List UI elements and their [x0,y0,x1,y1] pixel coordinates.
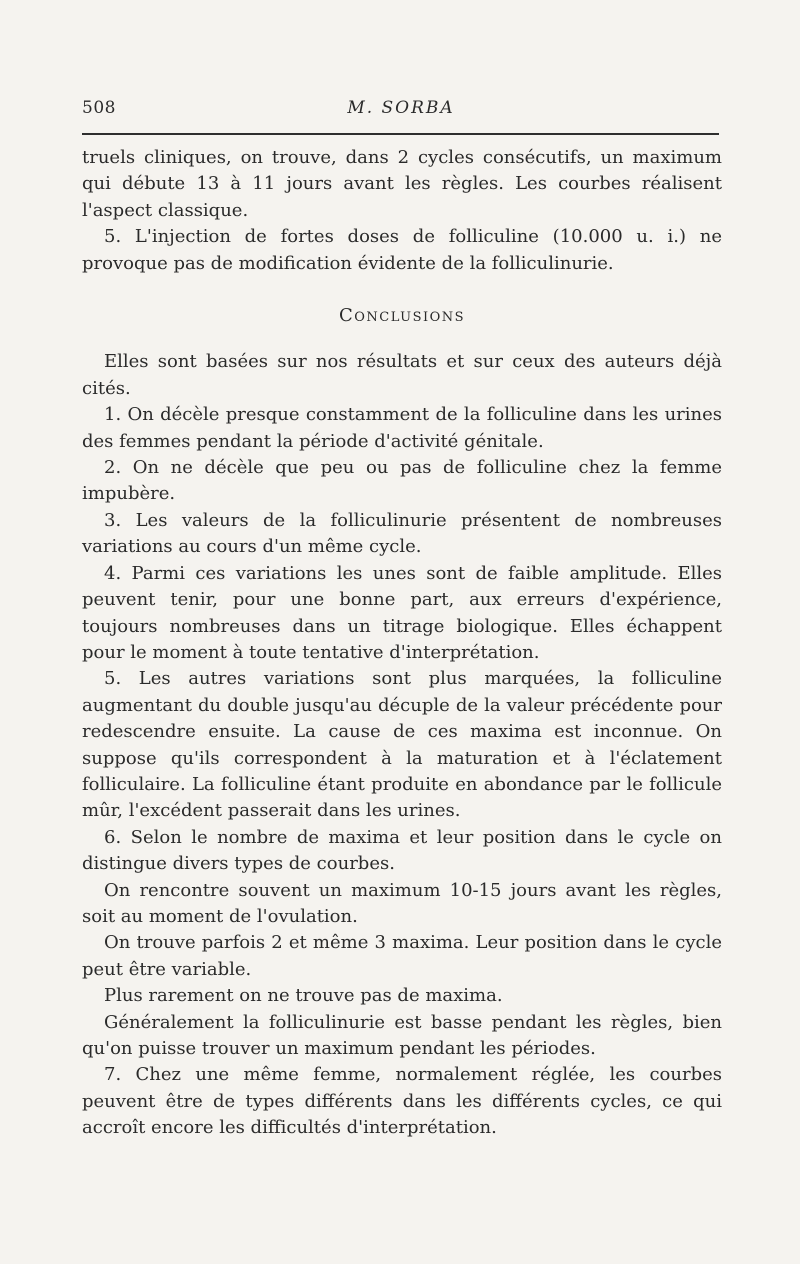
body-text [82,145,722,1142]
page-number: 508 [82,98,116,118]
section-heading: Conclusions [338,305,466,327]
paragraph-item-5: 5. L'injection de fortes doses de folliculine (10.000 u. i.) ne provoque pas de modification évidente de la folliculinurie. [82,226,722,274]
paragraph-conclusion-6c: Plus rarement on ne trouve pas de maxima. [104,985,503,1007]
paragraph-conclusions-intro: Elles sont basées sur nos résultats et sur ceux des auteurs déjà cités. [82,351,722,399]
paragraph-conclusion-7: 7. Chez une même femme, normalement réglée, les courbes peuvent être de types différents dans les différents cycles, ce qui accroît encore les difficultés d'interprétation. [82,1064,722,1139]
paragraph-conclusion-1: 1. On décèle presque constamment de la folliculine dans les urines des femmes pendant la période d'activité génitale. [82,404,722,452]
paragraph-conclusion-3: 3. Les valeurs de la folliculinurie présentent de nombreuses variations au cours d'un même cycle. [82,509,722,558]
page-header [82,98,720,124]
paragraph-conclusion-4: 4. Parmi ces variations les unes sont de faible amplitude. Elles peuvent tenir, pour une bonne part, aux erreurs d'expérience, toujours nombreuses dans un titrage biologique. Elles échappent pour le moment à toute tentative d'interprétation. [82,562,722,663]
paragraph-conclusion-6b: On trouve parfois 2 et même 3 maxima. Leur position dans le cycle peut être variable. [82,932,722,980]
paragraph-conclusion-6a: On rencontre souvent un maximum 10-15 jours avant les règles, soit au moment de l'ovulation. [82,879,722,927]
paragraph-conclusion-6: 6. Selon le nombre de maxima et leur position dans le cycle on distingue divers types de courbes. [82,826,722,875]
paragraph-conclusion-2: 2. On ne décèle que peu ou pas de folliculine chez la femme impubère. [82,457,722,505]
paragraph-continuation: truels cliniques, on trouve, dans 2 cycles consécutifs, un maximum qui débute 13 à 11 jours avant les règles. Les courbes réalisent l'aspect classique. [82,147,722,221]
paragraph-conclusion-5: 5. Les autres variations sont plus marquées, la folliculine augmentant du double jusqu'au décuple de la valeur précédente pour redescendre ensuite. La cause de ces maxima est inconnue. On suppose qu'ils correspondent à la maturation et à l'éclatement folliculaire. La folliculine étant produite en abondance par le follicule mûr, l'excédent passerait dans les urines. [82,668,722,822]
running-title: M. SORBA [347,98,455,118]
paragraph-conclusion-6d: Généralement la folliculinurie est basse pendant les règles, bien qu'on puisse trouver un maximum pendant les périodes. [82,1011,722,1059]
header-rule [82,133,719,135]
